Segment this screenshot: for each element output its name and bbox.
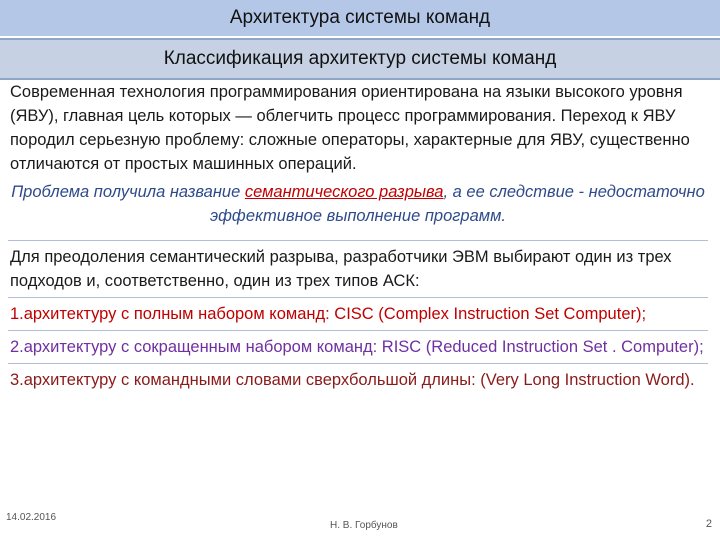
footer-author: Н. В. Горбунов — [330, 520, 398, 531]
semantic-gap-term: семантического разрыва — [244, 183, 444, 201]
list-item-vliw: 3.архитектуру с командными словами сверхбольшой длины: (Very Long Instruction Word). — [8, 363, 708, 396]
slide-subtitle: Классификация архитектур системы команд — [163, 48, 557, 69]
problem-text-start: Проблема получила название — [11, 183, 245, 201]
problem-text-end: , а ее следствие - недостаточно эффективное выполнение программ. — [210, 183, 705, 225]
approach-paragraph: Для преодоления семантический разрыва, разработчики ЭВМ выбирают один из трех подходов и, соответственно, один из трех типов АСК: — [10, 248, 672, 290]
slide-subtitle-bar — [0, 38, 720, 80]
slide-footer — [0, 512, 720, 540]
list-item-risc: 2.архитектуру с сокращенным набором команд: RISC (Reduced Instruction Set . Computer); — [8, 330, 708, 363]
list-item-cisc: 1.архитектуру с полным набором команд: CISC (Complex Instruction Set Computer); — [8, 297, 708, 330]
footer-date: 14.02.2016 — [6, 512, 57, 523]
slide-title-bar — [0, 0, 720, 36]
slide-title: Архитектура системы команд — [229, 7, 491, 28]
page-number: 2 — [705, 518, 712, 530]
problem-paragraph — [8, 180, 708, 234]
slide-content — [8, 80, 708, 396]
intro-paragraph: Современная технология программирования ориентирована на языки высокого уровня (ЯВУ), главная цель которых — облегчить процесс программирования. Переход к ЯВУ породил серьезную проблему: сложные операторы, характерные для ЯВУ, существенно отличаются от простых машинных операций. — [10, 83, 690, 173]
